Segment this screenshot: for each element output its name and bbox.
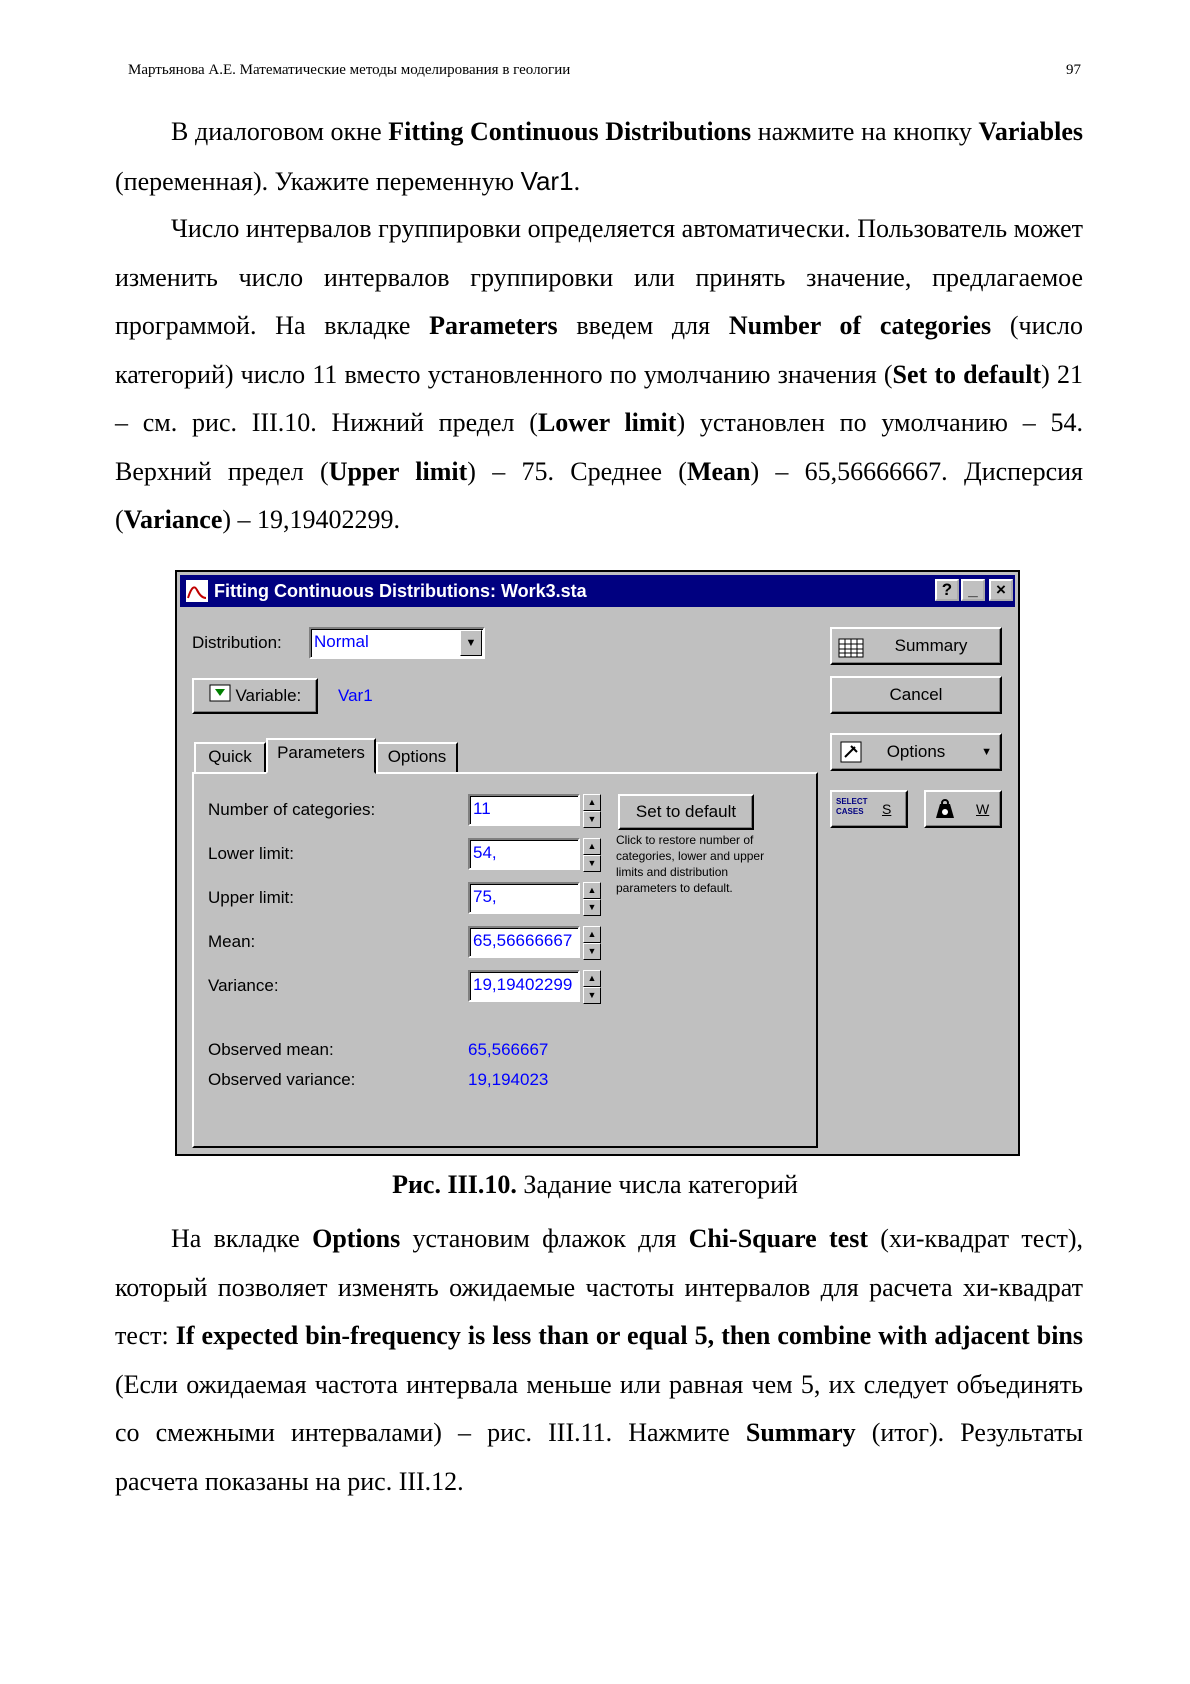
spin-up-icon[interactable]: ▲ [583,970,601,987]
number-of-categories-input[interactable]: 11 [468,794,580,826]
chevron-down-icon: ▼ [981,746,992,758]
text: ) установлен по умолчанию – 54. Верхний предел ( [115,408,1083,486]
text-bold: Variance [123,505,223,534]
text: В диалоговом окне [171,117,389,146]
text-bold: Chi-Square test [688,1224,868,1253]
running-header [128,62,1081,79]
page-number: 97 [1066,62,1081,78]
select-cases-icon: SELECT CASES [836,797,868,816]
weight-icon [932,798,958,832]
summary-button[interactable] [830,627,1002,665]
text-bold: Parameters [429,311,558,340]
set-to-default-button[interactable]: Set to default [618,794,754,830]
text: Число интервалов группировки определяется автоматически. Пользователь может изменить число интервалов группировки или принять значение, предлагаемое программой. На вкладке [115,214,1083,340]
title-bar [180,575,1015,607]
text-bold: Mean [686,456,751,486]
lower-limit-spinner[interactable] [583,838,601,872]
text-bold: If expected bin-frequency is less than or equal 5, then combine with adjacent bins [175,1321,1083,1350]
variance-spinner[interactable] [583,970,601,1004]
observed-variance-label: Observed variance: [208,1070,356,1089]
tab-quick[interactable]: Quick [194,742,266,772]
spin-down-icon[interactable]: ▼ [583,855,601,872]
variance-input[interactable]: 19,19402299 [468,970,580,1002]
caption-text: Задание числа категорий [516,1170,798,1199]
number-of-categories-spinner[interactable] [583,794,601,828]
paragraph-2 [115,205,1083,545]
text: (Если ожидаемая частота интервала меньше или равная чем 5, их следует объединять со смежными интервалами) – рис. III.11. Нажмите [115,1369,1083,1447]
spin-down-icon[interactable]: ▼ [583,943,601,960]
paragraph-3 [115,1215,1083,1506]
field-label: Variance: [208,976,279,995]
options-icon [840,741,862,775]
summary-icon [838,636,864,670]
summary-label: Summary [894,636,968,655]
observed-variance-value: 19,194023 [468,1070,549,1089]
variable-button-label: Variable: [235,686,302,705]
paragraph-1 [115,108,1083,206]
chevron-down-icon[interactable]: ▼ [460,630,482,656]
text-bold: Upper limit [328,456,468,486]
text: (переменная). Укажите переменную [115,166,521,196]
select-cases-button[interactable] [830,790,908,828]
text-var: Var1 [520,165,574,196]
observed-mean-value: 65,566667 [468,1040,549,1059]
observed-mean-label: Observed mean: [208,1040,334,1059]
running-title: Мартьянова А.Е. Математические методы моделирования в геологии [128,62,571,78]
text-bold: Variables [978,117,1083,146]
text: На вкладке [171,1224,313,1253]
text-bold: Number of categories [728,311,992,340]
upper-limit-spinner[interactable] [583,882,601,916]
tab-parameters[interactable]: Parameters [266,738,376,774]
text: установим флажок для [400,1224,689,1253]
distribution-value: Normal [314,632,369,651]
options-button[interactable] [830,733,1002,771]
distribution-label: Distribution: [192,633,282,652]
tab-options[interactable]: Options [376,742,458,772]
text: . [573,166,581,196]
text-bold: Set to default [892,359,1042,389]
text: ) – 75. Среднее ( [467,456,687,486]
figure-caption [0,1170,1190,1200]
text: (итог). Результаты расчета показаны на рис. III.12. [115,1418,1083,1496]
spin-up-icon[interactable]: ▲ [583,838,601,855]
text: нажмите на кнопку [751,117,979,146]
text: ) – 19,19402299. [222,505,401,534]
field-label: Mean: [208,932,256,951]
variable-value: Var1 [338,686,373,705]
text: ) – 65,56666667. Дисперсия ( [115,456,1084,534]
select-cases-label: S [882,801,892,817]
weight-label: W [976,801,990,817]
variable-button[interactable] [192,678,318,714]
spin-up-icon[interactable]: ▲ [583,882,601,899]
dialog-title: Fitting Continuous Distributions: Work3.sta [214,581,587,601]
minimize-button[interactable]: _ [961,579,985,601]
text-bold: Summary [745,1418,856,1447]
spin-down-icon[interactable]: ▼ [583,987,601,1004]
text: введем для [557,311,729,340]
text-bold: Fitting Continuous Distributions [388,117,752,146]
cancel-button[interactable]: Cancel [830,676,1002,714]
variable-icon [209,681,231,713]
weight-button[interactable] [924,790,1002,828]
text-bold: Lower limit [537,408,677,437]
lower-limit-input[interactable]: 54, [468,838,580,870]
upper-limit-input[interactable]: 75, [468,882,580,914]
spin-up-icon[interactable]: ▲ [583,926,601,943]
help-button[interactable]: ? [935,579,959,601]
close-button[interactable]: × [989,579,1013,601]
app-icon [186,580,208,602]
distribution-select[interactable] [309,627,485,659]
text: ) 21 – см. рис. III.10. Нижний предел ( [115,359,1083,437]
mean-spinner[interactable] [583,926,601,960]
field-label: Number of categories: [208,800,376,819]
field-label: Lower limit: [208,844,294,863]
text: (хи-квадрат тест), который позволяет изменять ожидаемые частоты интервалов для расчета хи-квадрат тест: [115,1224,1083,1350]
text-bold: Options [312,1224,401,1253]
caption-number: Рис. III.10. [392,1170,517,1199]
spin-down-icon[interactable]: ▼ [583,899,601,916]
spin-up-icon[interactable]: ▲ [583,794,601,811]
field-label: Upper limit: [208,888,294,907]
mean-input[interactable]: 65,56666667 [468,926,580,958]
set-default-hint: Click to restore number of categories, lower and upper limits and distribution parameters to default. [616,833,765,895]
options-label: Options [886,742,946,761]
text: (число категорий) число 11 вместо установленного по умолчанию значения ( [115,311,1083,389]
spin-down-icon[interactable]: ▼ [583,811,601,828]
